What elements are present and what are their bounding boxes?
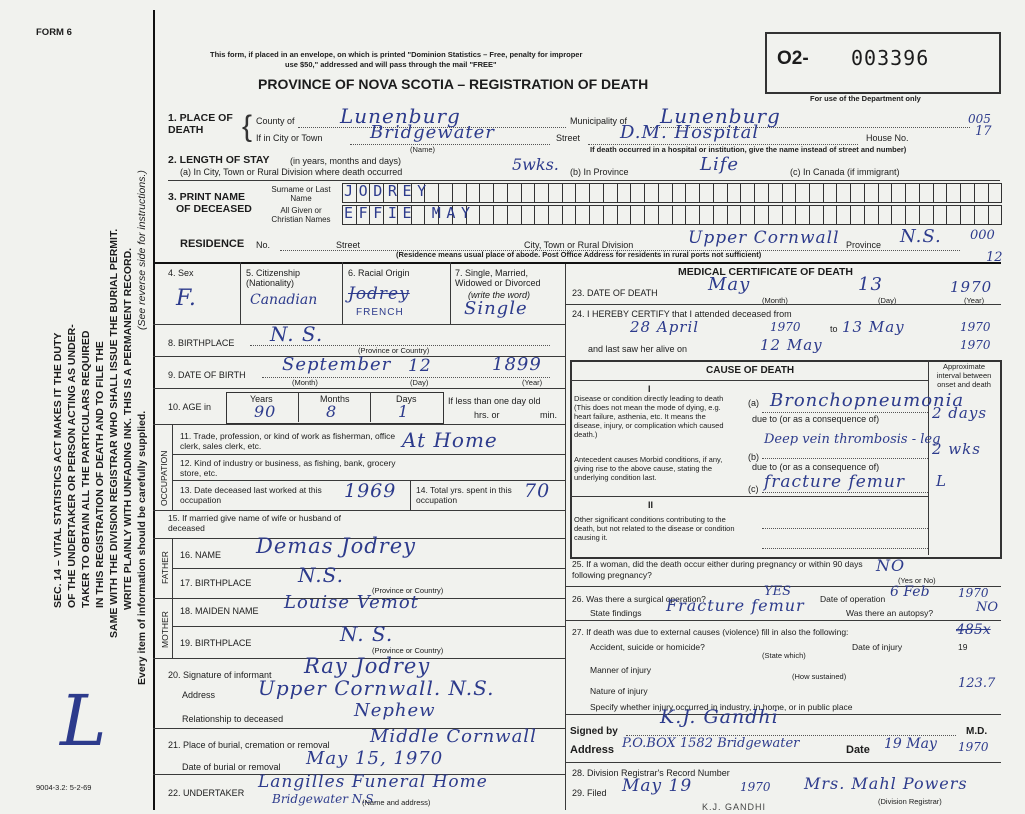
findings-value: Fracture femur: [666, 596, 805, 615]
death-year-caption: (Year): [964, 296, 985, 305]
mother-maiden: Louise Vemot: [284, 592, 419, 613]
burial-date: May 15, 1970: [306, 748, 444, 769]
dob-year: 1899: [492, 354, 542, 375]
specify-label: Specify whether injury occurred in industry, in home, or in public place: [590, 702, 853, 712]
days-label: Days: [396, 394, 417, 404]
given-value: EFFIE MAY: [344, 204, 476, 222]
sidebar-line-5: SAME WITH THE DIVISION REGISTRAR WHO SHALL ISSUE THE BURIAL PERMIT.: [108, 228, 120, 638]
death-month-caption: (Month): [762, 296, 788, 305]
mother-birthplace: N. S.: [340, 622, 394, 646]
informant-signature: Ray Jodrey: [304, 654, 431, 678]
autopsy-value: NO: [976, 600, 999, 615]
autopsy-label: Was there an autopsy?: [846, 608, 934, 618]
residence-code: 000: [970, 228, 995, 243]
age-days: 1: [398, 402, 410, 421]
father-birthplace: N.S.: [298, 563, 344, 587]
cause-c-marker: (c): [748, 484, 759, 494]
registrar-signature: Mrs. Mahl Powers: [804, 774, 968, 793]
stay-b-label: (b) In Province: [570, 167, 629, 177]
stay-a-value: 5wks.: [512, 155, 559, 174]
death-day-caption: (Day): [878, 296, 897, 305]
dept-code-1: 005: [968, 112, 991, 126]
mother-side-label: MOTHER: [160, 611, 170, 648]
left-frame: [153, 10, 155, 810]
attended-from-year: 1970: [770, 320, 801, 334]
state-which-caption: (State which): [762, 651, 806, 660]
part-one-label: I: [648, 384, 651, 394]
cause-b-marker: (b): [748, 452, 759, 462]
form-number: FORM 6: [36, 27, 72, 38]
manner-label: Manner of injury: [590, 665, 651, 675]
burial-date-label: Date of burial or removal: [182, 762, 281, 772]
dob-month-caption: (Month): [292, 378, 318, 387]
sidebar-line-4: IN THIS REGISTRATION OF DEATH AND TO FILE THE: [94, 341, 106, 608]
due-to-a: due to (or as a consequence of): [752, 414, 880, 424]
mother-birthplace-label: 19. BIRTHPLACE: [180, 638, 252, 648]
birthplace-value: N. S.: [270, 322, 324, 346]
county-label: County of: [256, 116, 295, 126]
father-side-label: FATHER: [160, 551, 170, 584]
house-code: 17: [975, 124, 992, 139]
registrar-caption: (Division Registrar): [878, 797, 942, 806]
q29-label: 29. Filed: [572, 788, 607, 798]
occupation-value: At Home: [402, 428, 498, 452]
municipality-value: Lunenburg: [660, 104, 781, 128]
footer-code: 9004-3.2: 5-2-69: [36, 783, 92, 792]
interval-b: 2 wks: [932, 440, 981, 458]
dob-label: 9. DATE OF BIRTH: [168, 370, 246, 380]
given-label: All Given or Christian Names: [271, 206, 331, 224]
racial-struck: Jodrey: [348, 284, 410, 304]
signed-by-label: Signed by: [570, 726, 618, 737]
residence-note: (Residence means usual place of abode. Post Office Address for residents in rural ports not sufficient): [396, 250, 762, 259]
relationship-value: Nephew: [354, 700, 436, 721]
filed-date: May 19: [622, 776, 693, 796]
injury-year: 19: [958, 642, 968, 652]
mother-maiden-label: 18. MAIDEN NAME: [180, 606, 259, 616]
marital-label: 7. Single, Married, Widowed or Divorced: [455, 268, 541, 288]
occupation-side-label: OCCUPATION: [159, 450, 169, 506]
racial-value: FRENCH: [356, 307, 404, 318]
marital-sub: (write the word): [468, 290, 531, 300]
how-caption: (How sustained): [792, 672, 847, 681]
death-day: 13: [858, 274, 883, 295]
signed-date: 19 May: [884, 736, 937, 752]
stay-b-value: Life: [700, 154, 740, 175]
nature-code: 123.7: [958, 676, 996, 691]
attended-from: 28 April: [630, 318, 700, 336]
attended-to: 13 May: [842, 318, 905, 336]
op-year: 1970: [958, 586, 989, 600]
residence-province: N.S.: [900, 226, 942, 247]
less-than-day-label: If less than one day old: [448, 396, 541, 406]
op-date-label: Date of operation: [820, 594, 886, 604]
part-two-label: II: [648, 500, 654, 510]
city-value: Bridgewater: [370, 122, 495, 143]
last-seen-label: and last saw her alive on: [588, 344, 688, 354]
birthplace-label: 8. BIRTHPLACE: [168, 338, 235, 348]
last-worked-value: 1969: [344, 480, 397, 502]
yesno-caption: (Yes or No): [898, 576, 936, 585]
injury-date-label: Date of injury: [852, 642, 903, 652]
residence-city-label: City, Town or Rural Division: [524, 240, 634, 250]
stay-label: 2. LENGTH OF STAY: [168, 154, 270, 166]
informant-address-label: Address: [182, 690, 216, 700]
q25-label: 25. If a woman, did the death occur either during pregnancy or within 90 days following pregnancy?: [572, 559, 863, 580]
dob-month: September: [282, 354, 392, 375]
stay-sub-label: (in years, months and days): [290, 156, 402, 166]
residence-label: RESIDENCE: [180, 238, 245, 250]
signer-address: P.O.BOX 1582 Bridgewater: [622, 736, 800, 751]
interval-a: 2 days: [932, 404, 988, 422]
death-year: 1970: [950, 278, 993, 296]
sex-label: 4. Sex: [168, 268, 194, 278]
stay-c-label: (c) In Canada (if immigrant): [790, 167, 900, 177]
surname-value: JODREY: [344, 182, 432, 200]
residence-city: Upper Cornwall: [688, 228, 840, 248]
street-label: Street: [556, 133, 581, 143]
last-seen-date: 12 May: [760, 336, 823, 354]
dept-only-note: For use of the Department only: [810, 94, 921, 103]
cause-a: Bronchopneumonia: [770, 390, 965, 411]
burial-place: Middle Cornwall: [370, 726, 537, 747]
bracket: {: [242, 110, 253, 143]
undertaker-value: Langilles Funeral Home: [258, 772, 488, 792]
age-label: 10. AGE in: [168, 402, 212, 412]
father-name: Demas Jodrey: [256, 534, 416, 558]
sidebar-line-7: Every item of information should be carefully supplied.: [136, 410, 148, 685]
q26-label: 26. Was there a surgical operation?: [572, 594, 706, 604]
dob-day-caption: (Day): [410, 378, 429, 387]
informant-address: Upper Cornwall. N.S.: [258, 676, 495, 700]
signed-by-value: K.J. Gandhi: [660, 706, 779, 728]
name-address-caption: (Name and address): [362, 798, 431, 807]
interval-c: L: [936, 472, 947, 490]
q13-label: 13. Date deceased last worked at this occupation: [180, 485, 322, 505]
sidebar-line-6: WRITE PLAINLY WITH UNFADING INK. THIS IS A PERMANENT RECORD.: [122, 247, 134, 610]
certify-label: 24. I HEREBY CERTIFY that I attended deceased from: [572, 309, 792, 319]
cause-b: Deep vein thrombosis - leg: [764, 432, 941, 447]
dob-year-caption: (Year): [522, 378, 543, 387]
surname-cells: [342, 183, 1002, 203]
attended-to-year: 1970: [960, 320, 991, 334]
date-label: Date: [846, 744, 870, 756]
cause-c: fracture femur: [764, 472, 905, 492]
mother-birthplace-caption: (Province or Country): [372, 646, 444, 655]
years-label: Years: [250, 394, 273, 404]
stay-a-label: (a) In City, Town or Rural Division where death occurred: [180, 167, 403, 177]
total-years-value: 70: [524, 480, 551, 502]
undertaker-value-2: Bridgewater N.S.: [272, 792, 377, 806]
undertaker-label: 22. UNDERTAKER: [168, 788, 245, 798]
other-conditions-label: Other significant conditions contributing to the death, but not related to the disease or condition causing it.: [574, 515, 735, 542]
nature-label: Nature of injury: [590, 686, 648, 696]
county-value: Lunenburg: [340, 104, 461, 128]
filed-year: 1970: [740, 780, 771, 794]
page-title: PROVINCE OF NOVA SCOTIA – REGISTRATION OF DEATH: [258, 76, 649, 92]
racial-label: 6. Racial Origin: [348, 268, 410, 278]
hrs-label: hrs. or: [474, 410, 500, 420]
last-seen-year: 1970: [960, 338, 991, 352]
age-years: 90: [254, 402, 277, 421]
street-value: D.M. Hospital: [620, 122, 760, 143]
min-label: min.: [540, 410, 558, 420]
interval-header: Approximate interval between onset and death: [936, 362, 992, 389]
registration-number-box: [765, 32, 1001, 94]
burial-place-label: 21. Place of burial, cremation or removal: [168, 740, 330, 750]
findings-label: State findings: [590, 608, 642, 618]
city-name-caption: (Name): [410, 145, 436, 154]
date-of-death-label: 23. DATE OF DEATH: [572, 288, 658, 298]
father-name-label: 16. NAME: [180, 550, 222, 560]
q27-code: 485x: [956, 622, 991, 638]
father-birthplace-label: 17. BIRTHPLACE: [180, 578, 252, 588]
address-label: Address: [570, 744, 615, 756]
relationship-label: Relationship to deceased: [182, 714, 284, 724]
citizenship-value: Canadian: [250, 292, 318, 308]
dob-day: 12: [408, 356, 432, 376]
q26-answer: YES: [764, 584, 791, 599]
death-month: May: [708, 274, 751, 295]
accident-label: Accident, suicide or homicide?: [590, 642, 705, 652]
center-divider: [565, 262, 566, 810]
cod-header: CAUSE OF DEATH: [706, 365, 795, 376]
cause-a-marker: (a): [748, 398, 759, 408]
antecedent-label: Antecedent causes Morbid conditions, if any, giving rise to the above cause, stating the underlying condition last.: [574, 455, 723, 482]
op-date: 6 Feb: [890, 584, 930, 600]
hospital-note: If death occurred in a hospital or institution, give the name instead of street and number): [590, 145, 907, 154]
father-birthplace-caption: (Province or Country): [372, 586, 444, 595]
q28-label: 28. Division Registrar's Record Number: [572, 768, 730, 778]
attended-to-label: to: [830, 324, 838, 334]
registrar-initial: L: [60, 680, 107, 762]
residence-street-label: Street: [336, 240, 361, 250]
informant-sig-label: 20. Signature of informant: [168, 670, 272, 680]
birthplace-caption: (Province or Country): [358, 346, 430, 355]
q14-label: 14. Total yrs. spent in this occupation: [416, 485, 512, 505]
registration-prefix: O2-: [777, 48, 809, 69]
residence-code-2: 12: [986, 250, 1003, 265]
sidebar-line-3: TAKER TO OBTAIN ALL THE PARTICULARS REQUIRED: [80, 330, 92, 608]
medical-header: MEDICAL CERTIFICATE OF DEATH: [678, 266, 853, 278]
md-label: M.D.: [966, 726, 988, 737]
place-of-death-label: 1. PLACE OF DEATH: [168, 112, 233, 136]
q11-label: 11. Trade, profession, or kind of work as fisherman, office clerk, sales clerk, etc.: [180, 431, 396, 451]
sidebar-line-7b: (See reverse side for instructions.): [136, 170, 148, 330]
residence-province-label: Province: [846, 240, 882, 250]
registration-number: 003396: [851, 46, 930, 70]
house-label: House No.: [866, 133, 909, 143]
age-months: 8: [326, 402, 338, 421]
sidebar-line-2: OF THE UNDERTAKER OR PERSON ACTING AS UNDER-: [66, 324, 78, 608]
signed-year: 1970: [958, 740, 989, 754]
sidebar-line-1: SEC. 14 – VITAL STATISTICS ACT MAKES IT THE DUTY: [52, 332, 64, 608]
envelope-note-1: This form, if placed in an envelope, on which is printed "Dominion Statistics – Free, penalty for improper: [210, 50, 583, 59]
months-label: Months: [320, 394, 350, 404]
residence-no-label: No.: [256, 240, 271, 250]
q25-answer: NO: [876, 556, 906, 575]
surname-label: Surname or Last Name: [271, 185, 331, 203]
citizenship-label: 5. Citizenship (Nationality): [246, 268, 301, 288]
marital-value: Single: [464, 298, 528, 319]
disease-label: Disease or condition directly leading to death (This does not mean the mode of dying, e.g. heart failure, asthenia, etc. It means the disease, injury, or complication which caused death.): [574, 394, 724, 439]
municipality-label: Municipality of: [570, 116, 628, 126]
q12-label: 12. Kind of industry or business, as fishing, bank, grocery store, etc.: [180, 458, 396, 478]
city-label: If in City or Town: [256, 133, 323, 143]
envelope-note-2: use $50," addressed and will pass through the mail "FREE": [285, 60, 497, 69]
printed-physician-name: K.J. GANDHI: [702, 802, 767, 812]
deceased-label-1: 3. PRINT NAME: [168, 191, 246, 203]
due-to-b: due to (or as a consequence of): [752, 462, 880, 472]
q27-label: 27. If death was due to external causes (violence) fill in also the following:: [572, 627, 849, 637]
deceased-label-2: OF DECEASED: [176, 203, 252, 215]
sex-value: F.: [176, 286, 197, 311]
q15-label: 15. If married give name of wife or husband of deceased: [168, 513, 341, 533]
